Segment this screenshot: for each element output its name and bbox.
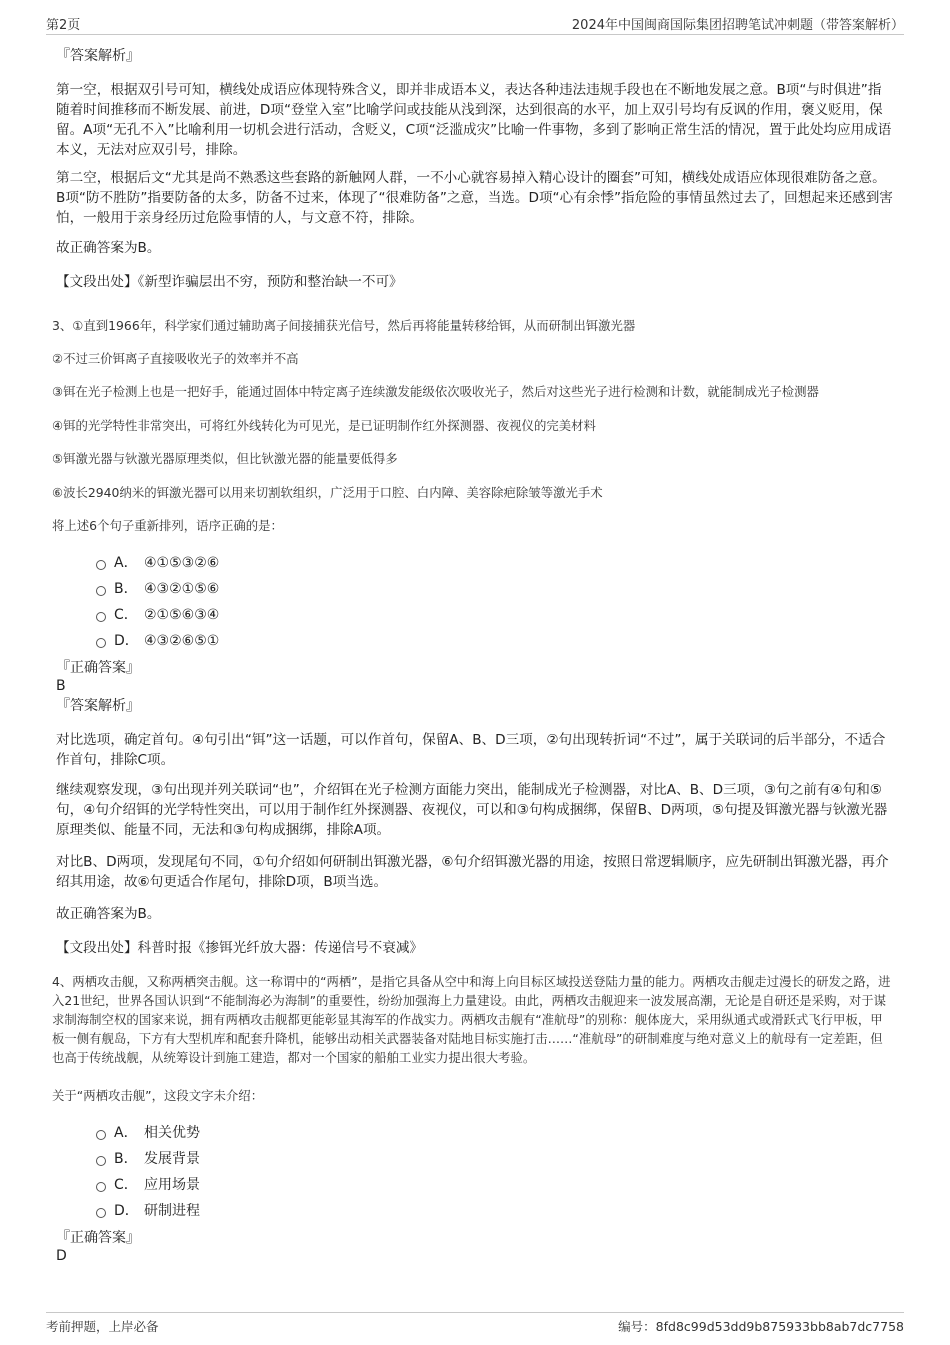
q3-prompt: 将上述6个句子重新排列，语序正确的是： <box>52 518 283 533</box>
q3-source: 【文段出处】科普时报《掺铒光纤放大器：传递信号不衰减》 <box>56 940 424 956</box>
radio-button[interactable] <box>96 586 106 596</box>
q4-option-c[interactable]: C． 应用场景 <box>96 1172 894 1198</box>
footer-slogan: 考前押题，上岸必备 <box>46 1319 159 1334</box>
q4-answer: D <box>56 1248 67 1264</box>
q3-option-b[interactable]: B． ④③②①⑤⑥ <box>96 576 894 602</box>
radio-button[interactable] <box>96 1156 106 1166</box>
q3-sentence-3: ③铒在光子检测上也是一把好手，能通过固体中特定离子连续激发能级依次吸收光子，然后对这些光子进行检测和计数，就能制成光子检测器 <box>52 384 819 399</box>
q3-analysis-para3: 对比B、D两项，发现尾句不同，①句介绍如何研制出铒激光器，⑥句介绍铒激光器的用途，按照日常逻辑顺序，应先研制出铒激光器，再介绍其用途，故⑥句更适合作尾句，排除D项，B项当选。 <box>56 854 889 890</box>
q2-source: 【文段出处】《新型诈骗层出不穷，预防和整治缺一不可》 <box>56 274 403 290</box>
q3-sentence-2: ②不过三价铒离子直接吸收光子的效率并不高 <box>52 351 299 366</box>
radio-button[interactable] <box>96 1208 106 1218</box>
q3-sentence-5: ⑤铒激光器与钬激光器原理类似，但比钬激光器的能量要低得多 <box>52 451 398 466</box>
radio-button[interactable] <box>96 612 106 622</box>
q4-options <box>56 1120 894 1224</box>
code-value: 8fd8c99d53dd9b875933bb8ab7dc7758 <box>655 1319 904 1334</box>
q4-stem: 4、两栖攻击舰，又称两栖突击舰。这一称谓中的“两栖”，是指它具备从空中和海上向目标区域投送登陆力量的能力。两栖攻击舰走过漫长的研发之路，进入21世纪，世界各国认识到“不能制海必为海制”的重要性，纷纷加强海上力量建设。由此，两栖攻击舰迎来一波发展高潮，无论是自研还是采购，对于谋求制海制空权的国家来说，拥有两栖攻击舰都更能彰显其海军的作战实力。两栖攻击舰有“准航母”的别称：舰体庞大，采用纵通式或滑跃式飞行甲板，甲板一侧有舰岛，下方有大型机库和配套升降机，能够出动相关武器装备对陆地目标实施打击……“准航母”的研制难度与绝对意义上的航母有一定差距，但也高于传统战舰，从统筹设计到施工建造，都对一个国家的船舶工业实力提出很大考验。 <box>52 974 891 1065</box>
q3-answer: B <box>56 678 66 694</box>
page-header <box>46 12 904 35</box>
document-title: 2024年中国闽商国际集团招聘笔试冲刺题（带答案解析） <box>571 18 904 33</box>
q3-sentence-4: ④铒的光学特性非常突出，可将红外线转化为可见光，是已证明制作红外探测器、夜视仪的完美材料 <box>52 418 596 433</box>
q3-sentence-1: 3、①直到1966年，科学家们通过辅助离子间接捕获光信号，然后再将能量转移给铒，从而研制出铒激光器 <box>52 318 636 333</box>
q3-analysis-para2: 继续观察发现，③句出现并列关联词“也”，介绍铒在光子检测方面能力突出，能制成光子检测器，对比A、B、D三项，③句之前有④句和⑤句，④句介绍铒的光学特性突出，可以用于制作红外探测器、夜视仪，可以和③句构成捆绑，保留B、D两项，⑤句提及铒激光器与钬激光器原理类似、能量不同，无法和③句构成捆绑，排除A项。 <box>56 782 888 838</box>
radio-button[interactable] <box>96 638 106 648</box>
q4-prompt: 关于“两栖攻击舰”，这段文字未介绍： <box>52 1088 264 1103</box>
q3-analysis-para1: 对比选项，确定首句。④句引出“铒”这一话题，可以作首句，保留A、B、D三项，②句出现转折词“不过”，属于关联词的后半部分，不适合作首句，排除C项。 <box>56 732 886 768</box>
q2-conclusion: 故正确答案为B。 <box>56 240 161 256</box>
q3-option-c[interactable]: C． ②①⑤⑥③④ <box>96 602 894 628</box>
q4-option-a[interactable]: A． 相关优势 <box>96 1120 894 1146</box>
q2-analysis-label: 『答案解析』 <box>56 48 140 64</box>
q3-sentence-6: ⑥波长2940纳米的铒激光器可以用来切割软组织，广泛用于口腔、白内障、美容除疤除皱等激光手术 <box>52 485 603 500</box>
page-number: 第2页 <box>46 18 81 33</box>
q2-analysis-para1: 第一空，根据双引号可知，横线处成语应体现特殊含义，即并非成语本义，表达各种违法违规手段也在不断地发展之意。B项“与时俱进”指随着时间推移而不断发展、前进，D项“登堂入室”比喻学问或技能从浅到深，达到很高的水平，加上双引号均有反讽的作用，褒义贬用，保留。A项“无孔不入”比喻利用一切机会进行活动，含贬义，C项“泛滥成灾”比喻一件事物，多到了影响正常生活的情况，置于此处均应用成语本义，无法对应双引号，排除。 <box>56 82 892 158</box>
q4-answer-label: 『正确答案』 <box>56 1230 140 1246</box>
q4-option-b[interactable]: B． 发展背景 <box>96 1146 894 1172</box>
q3-analysis-label: 『答案解析』 <box>56 698 140 714</box>
q3-conclusion: 故正确答案为B。 <box>56 906 161 922</box>
code-label: 编号： <box>618 1319 656 1334</box>
q3-answer-label: 『正确答案』 <box>56 660 140 676</box>
radio-button[interactable] <box>96 1130 106 1140</box>
radio-button[interactable] <box>96 1182 106 1192</box>
radio-button[interactable] <box>96 560 106 570</box>
q2-analysis-para2: 第二空，根据后文“尤其是尚不熟悉这些套路的新触网人群，一不小心就容易掉入精心设计的圈套”可知，横线处成语应体现很难防备之意。B项“防不胜防”指要防备的太多，防备不过来，体现了“很难防备”之意，当选。D项“心有余悸”指危险的事情虽然过去了，回想起来还感到害怕，一般用于亲身经历过危险事情的人，与文意不符，排除。 <box>56 170 893 226</box>
document-code <box>618 1317 904 1335</box>
q3-options <box>56 550 894 654</box>
page-footer <box>46 1312 904 1337</box>
q3-option-d[interactable]: D． ④③②⑥⑤① <box>96 628 894 654</box>
q3-option-a[interactable]: A． ④①⑤③②⑥ <box>96 550 894 576</box>
q4-option-d[interactable]: D． 研制进程 <box>96 1198 894 1224</box>
